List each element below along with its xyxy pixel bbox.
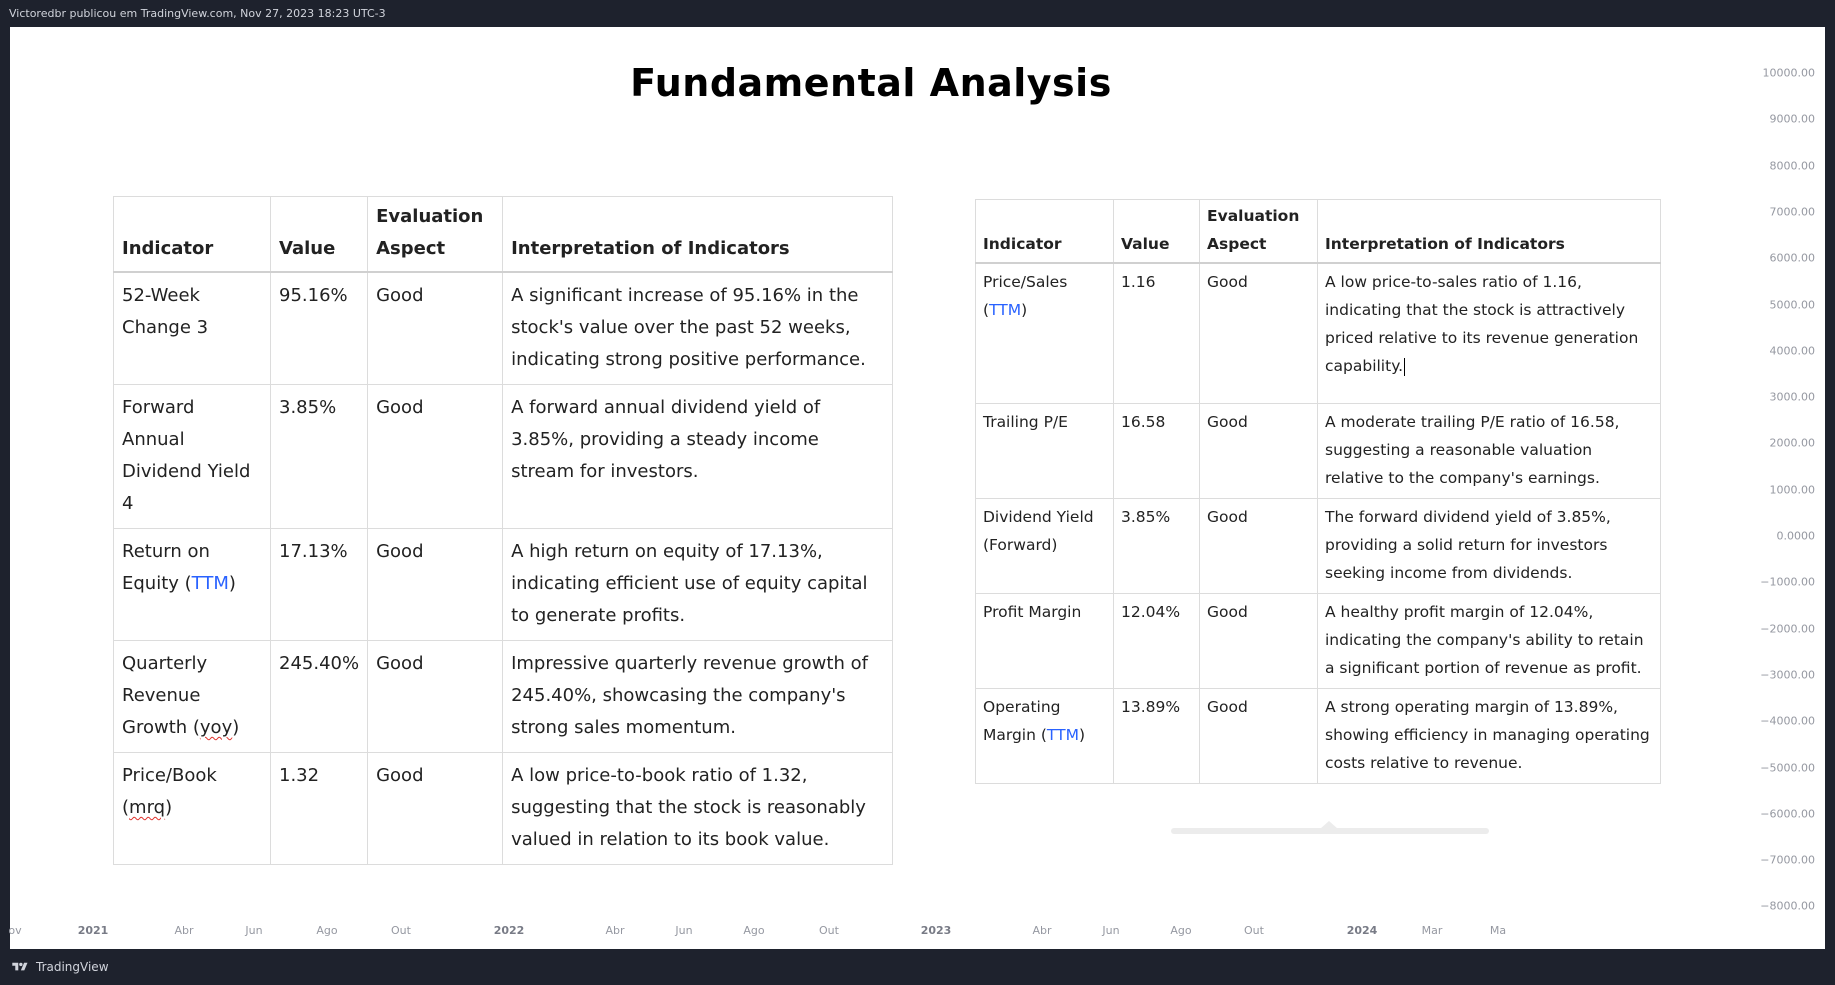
time-axis-label: Out: [1244, 924, 1264, 937]
price-axis-label: 3000.00: [1769, 390, 1815, 404]
aspect-cell: Good: [368, 529, 503, 641]
indicator-cell: Dividend Yield (Forward): [976, 498, 1114, 593]
price-axis-label: 5000.00: [1769, 298, 1815, 311]
spellcheck-word[interactable]: yoy: [199, 717, 233, 738]
time-axis-label: Ago: [316, 924, 338, 937]
value-cell: 3.85%: [271, 385, 368, 529]
time-axis-label: Out: [819, 924, 839, 937]
table-header-row: [976, 200, 1661, 264]
time-axis-label: Ago: [1170, 924, 1192, 937]
time-axis-label: 2021: [77, 924, 109, 937]
price-axis-label: −3000.00: [1760, 668, 1815, 682]
value-cell: 12.04%: [1114, 593, 1200, 688]
time-axis-label: Ma: [1489, 924, 1507, 937]
table-row: [114, 753, 893, 865]
chart-canvas[interactable]: [10, 27, 1825, 949]
indicator-cell: Profit Margin: [976, 593, 1114, 688]
header-indicator: Indicator: [976, 200, 1114, 264]
value-cell: 16.58: [1114, 403, 1200, 498]
time-axis-label: Jun: [675, 924, 693, 937]
aspect-cell: Good: [1200, 403, 1318, 498]
header-aspect-line1: Evaluation: [1207, 207, 1300, 225]
time-axis-label: Abr: [1032, 924, 1052, 937]
aspect-cell: Good: [1200, 498, 1318, 593]
header-aspect-line1: Evaluation: [376, 206, 484, 227]
table-row: [976, 498, 1661, 593]
time-axis-label: Out: [391, 924, 411, 937]
interpretation-cell: Impressive quarterly revenue growth of 245.40%, showcasing the company's strong sales momentum.: [503, 641, 893, 753]
interpretation-cell[interactable]: [1318, 263, 1661, 403]
price-axis-label: −2000.00: [1760, 622, 1815, 636]
indicator-cell: Forward Annual Dividend Yield 4: [114, 385, 271, 529]
header-aspect: [368, 197, 503, 273]
header-value: Value: [1114, 200, 1200, 264]
table-row: [976, 688, 1661, 783]
indicator-text: Return on Equity (: [122, 541, 210, 594]
table-row: [976, 263, 1661, 403]
interpretation-cell: A low price-to-book ratio of 1.32, suggesting that the stock is reasonably valued in relation to its book value.: [503, 753, 893, 865]
tradingview-logo-icon: [10, 961, 30, 973]
interpretation-cell: A strong operating margin of 13.89%, showing efficiency in managing operating costs relative to revenue.: [1318, 688, 1661, 783]
value-cell: 3.85%: [1114, 498, 1200, 593]
indicator-cell: Trailing P/E: [976, 403, 1114, 498]
price-axis-label: 1000.00: [1769, 483, 1815, 497]
value-cell: 245.40%: [271, 641, 368, 753]
indicator-text: Price/Book (: [122, 765, 217, 818]
table-row: [976, 593, 1661, 688]
scroll-caret-icon[interactable]: [1320, 821, 1338, 829]
time-axis-label: Jun: [245, 924, 263, 937]
indicator-text: Price/Sales (: [983, 273, 1068, 319]
aspect-cell: Good: [1200, 688, 1318, 783]
interpretation-cell: A significant increase of 95.16% in the stock's value over the past 52 weeks, indicating strong positive performance.: [503, 272, 893, 385]
indicator-cell: [114, 529, 271, 641]
price-axis-label: −5000.00: [1760, 761, 1815, 774]
footer-bar: [0, 949, 1835, 985]
aspect-cell: Good: [368, 272, 503, 385]
value-cell: 13.89%: [1114, 688, 1200, 783]
time-axis-label: ov: [8, 924, 22, 937]
table-row: [114, 641, 893, 753]
table-row: [114, 272, 893, 385]
price-axis-label: −6000.00: [1760, 807, 1815, 821]
table-row: [976, 403, 1661, 498]
aspect-cell: Good: [368, 385, 503, 529]
aspect-cell: Good: [1200, 263, 1318, 403]
price-axis-label: 4000.00: [1769, 344, 1815, 358]
value-cell: 17.13%: [271, 529, 368, 641]
page-title: Fundamental Analysis: [630, 61, 1112, 105]
time-axis-label: Ago: [743, 924, 765, 937]
header-aspect-line2: Aspect: [376, 238, 446, 259]
price-axis-label: 9000.00: [1769, 112, 1815, 126]
price-axis-label: 0.0000: [1776, 529, 1815, 543]
price-axis-label: 10000.00: [1762, 66, 1815, 80]
spellcheck-word[interactable]: mrq: [129, 797, 166, 818]
table-header-row: [114, 197, 893, 273]
price-axis-label: 8000.00: [1769, 159, 1815, 173]
aspect-cell: Good: [1200, 593, 1318, 688]
interpretation-cell: A high return on equity of 17.13%, indicating efficient use of equity capital to generate profits.: [503, 529, 893, 641]
price-axis-label: 2000.00: [1769, 436, 1815, 450]
indicator-text: Operating Margin (: [983, 697, 1061, 744]
header-aspect-line2: Aspect: [1207, 235, 1267, 253]
price-axis-label: −7000.00: [1760, 853, 1815, 867]
value-cell: 95.16%: [271, 272, 368, 385]
price-axis[interactable]: [1745, 27, 1815, 927]
price-axis-label: 6000.00: [1769, 251, 1815, 265]
interpretation-text: A low price-to-sales ratio of 1.16, indicating that the stock is attractively priced relative to its revenue generation capability.: [1325, 273, 1639, 375]
value-cell: 1.32: [271, 753, 368, 865]
fundamentals-table-left: [113, 196, 893, 865]
header-interpretation: Interpretation of Indicators: [503, 197, 893, 273]
header-indicator: Indicator: [114, 197, 271, 273]
price-axis-label: −8000.00: [1760, 899, 1815, 913]
interpretation-cell: A forward annual dividend yield of 3.85%, providing a steady income stream for investors.: [503, 385, 893, 529]
header-interpretation: Interpretation of Indicators: [1318, 200, 1661, 264]
indicator-suffix: ): [1078, 725, 1086, 744]
indicator-suffix: ): [232, 717, 240, 738]
table-row: [114, 529, 893, 641]
indicator-text: Quarterly Revenue Growth (: [122, 653, 208, 738]
table-row: [114, 385, 893, 529]
indicator-suffix: ): [1021, 301, 1028, 319]
brand-name: TradingView: [36, 960, 109, 974]
time-axis-label: Jun: [1102, 924, 1120, 937]
indicator-suffix: ): [228, 573, 236, 594]
price-axis-label: 7000.00: [1769, 205, 1815, 219]
price-axis-label: −1000.00: [1760, 575, 1815, 589]
header-aspect: [1200, 200, 1318, 264]
interpretation-cell: A moderate trailing P/E ratio of 16.58, suggesting a reasonable valuation relative to the company's earnings.: [1318, 403, 1661, 498]
indicator-cell: 52-Week Change 3: [114, 272, 271, 385]
interpretation-cell: The forward dividend yield of 3.85%, providing a solid return for investors seeking income from dividends.: [1318, 498, 1661, 593]
time-axis-label: Abr: [174, 924, 194, 937]
time-axis-label: 2023: [920, 924, 952, 937]
indicator-cell: [976, 263, 1114, 403]
time-axis[interactable]: [10, 924, 1825, 944]
ttm-link[interactable]: TTM: [191, 573, 229, 594]
ttm-link[interactable]: TTM: [1046, 725, 1079, 744]
indicator-cell: [114, 753, 271, 865]
aspect-cell: Good: [368, 641, 503, 753]
time-axis-label: Abr: [605, 924, 625, 937]
ttm-link[interactable]: TTM: [989, 301, 1022, 319]
aspect-cell: Good: [368, 753, 503, 865]
time-axis-label: Mar: [1421, 924, 1443, 937]
indicator-suffix: ): [165, 797, 173, 818]
interpretation-cell: A healthy profit margin of 12.04%, indicating the company's ability to retain a significant portion of revenue as profit.: [1318, 593, 1661, 688]
publish-info: Victoredbr publicou em TradingView.com, Nov 27, 2023 18:23 UTC-3: [9, 7, 386, 20]
time-axis-label: 2022: [493, 924, 525, 937]
indicator-cell: [114, 641, 271, 753]
indicator-cell: [976, 688, 1114, 783]
fundamentals-table-right: [975, 199, 1661, 784]
price-axis-label: −4000.00: [1760, 714, 1815, 728]
header-value: Value: [271, 197, 368, 273]
text-cursor: [1404, 358, 1405, 376]
value-cell: 1.16: [1114, 263, 1200, 403]
time-axis-label: 2024: [1346, 924, 1378, 937]
